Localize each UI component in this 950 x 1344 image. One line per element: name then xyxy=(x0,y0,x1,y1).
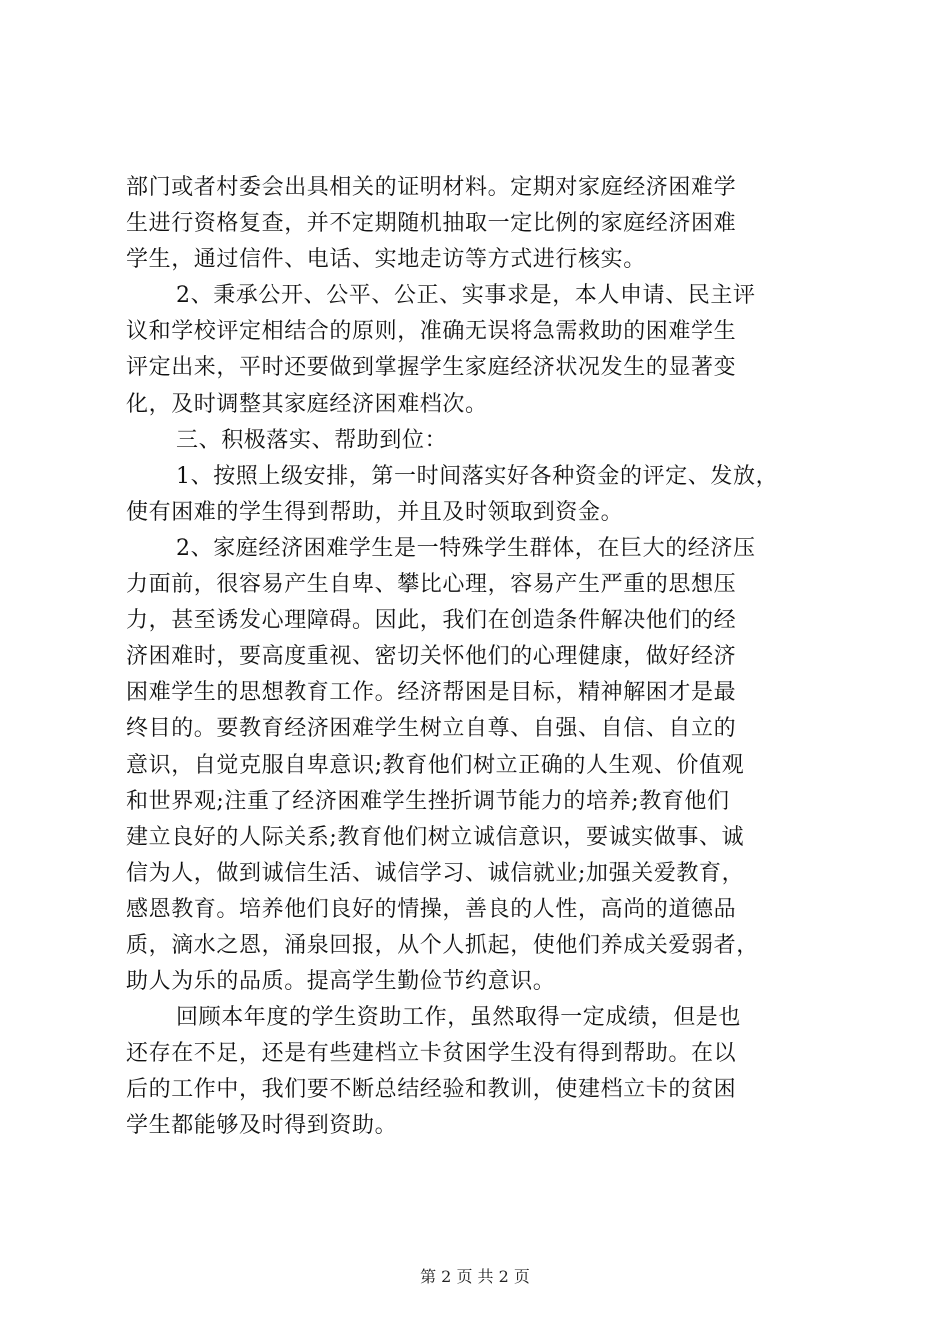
paragraph-start-line: 回顾本年度的学生资助工作，虽然取得一定成绩，但是也 xyxy=(176,1005,742,1031)
text-line: 信为人，做到诚信生活、诚信学习、诚信就业;加强关爱教育， xyxy=(126,860,745,886)
text-line: 终目的。要教育经济困难学生树立自尊、自强、自信、自立的 xyxy=(126,716,737,742)
page-number-footer: 第 2 页 共 2 页 xyxy=(420,1267,530,1286)
paragraph-start-line: 2、家庭经济困难学生是一特殊学生群体，在巨大的经济压 xyxy=(176,535,756,561)
paragraph-start-line: 2、秉承公开、公平、公正、实事求是，本人申请、民主评 xyxy=(176,283,756,309)
text-line: 意识，自觉克服自卑意识;教育他们树立正确的人生观、价值观 xyxy=(126,752,745,778)
text-line: 建立良好的人际关系;教育他们树立诚信意识，要诚实做事、诚 xyxy=(126,824,745,850)
text-line: 还存在不足，还是有些建档立卡贫困学生没有得到帮助。在以 xyxy=(126,1041,737,1067)
text-line: 学生都能够及时得到资助。 xyxy=(126,1113,398,1139)
text-line: 和世界观;注重了经济困难学生挫折调节能力的培养;教育他们 xyxy=(126,788,730,814)
text-line: 质，滴水之恩，涌泉回报，从个人抓起，使他们养成关爱弱者， xyxy=(126,932,759,958)
text-line: 后的工作中，我们要不断总结经验和教训，使建档立卡的贫困 xyxy=(126,1077,737,1103)
text-line: 议和学校评定相结合的原则，准确无误将急需救助的困难学生 xyxy=(126,319,737,345)
text-line: 困难学生的思想教育工作。经济帮困是目标，精神解困才是最 xyxy=(126,680,737,706)
document-body xyxy=(126,170,838,1145)
text-line: 学生，通过信件、电话、实地走访等方式进行核实。 xyxy=(126,247,646,273)
text-line: 感恩教育。培养他们良好的情操，善良的人性，高尚的道德品 xyxy=(126,896,737,922)
text-line: 力，甚至诱发心理障碍。因此，我们在创造条件解决他们的经 xyxy=(126,608,737,634)
text-line: 生进行资格复查，并不定期随机抽取一定比例的家庭经济困难 xyxy=(126,211,737,237)
paragraph-start-line: 1、按照上级安排，第一时间落实好各种资金的评定、发放， xyxy=(176,463,779,489)
text-line: 部门或者村委会出具相关的证明材料。定期对家庭经济困难学 xyxy=(126,175,737,200)
text-line: 济困难时，要高度重视、密切关怀他们的心理健康，做好经济 xyxy=(126,644,737,670)
text-line: 力面前，很容易产生自卑、攀比心理，容易产生严重的思想压 xyxy=(126,572,737,598)
text-line: 化，及时调整其家庭经济困难档次。 xyxy=(126,391,488,417)
text-line: 助人为乐的品质。提高学生勤俭节约意识。 xyxy=(126,969,556,995)
text-line: 使有困难的学生得到帮助，并且及时领取到资金。 xyxy=(126,499,624,525)
text-line: 评定出来，平时还要做到掌握学生家庭经济状况发生的显著变 xyxy=(126,355,737,381)
section-heading: 三、积极落实、帮助到位： xyxy=(176,427,448,453)
